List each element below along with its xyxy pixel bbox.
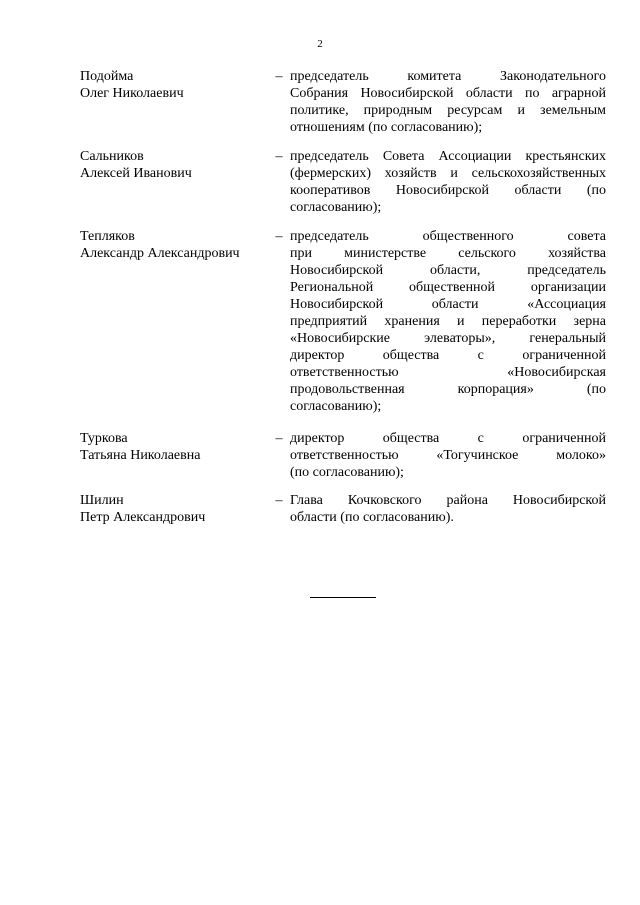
member-description-line: предприятий хранения и переработки зерна xyxy=(290,314,606,329)
member-given-names: Татьяна Николаевна xyxy=(80,448,201,463)
dash-separator: – xyxy=(275,69,283,84)
member-description-line: ответственностью «Новосибирская xyxy=(290,365,606,380)
member-description-line: Региональной общественной организации xyxy=(290,280,606,295)
dash-separator: – xyxy=(275,229,283,244)
member-surname: Туркова xyxy=(80,431,128,446)
member-description-line: директор общества с ограниченной xyxy=(290,431,606,446)
member-description-line: Новосибирской области «Ассоциация xyxy=(290,297,606,312)
member-description-line: кооперативов Новосибирской области (по xyxy=(290,183,606,198)
member-surname: Подойма xyxy=(80,69,134,84)
member-description-line: Глава Кочковского района Новосибирской xyxy=(290,493,606,508)
member-description-line: Новосибирской области, председатель xyxy=(290,263,606,278)
member-surname: Тепляков xyxy=(80,229,135,244)
member-description-line: согласованию); xyxy=(290,200,382,215)
member-description-line: (фермерских) хозяйств и сельскохозяйственных xyxy=(290,166,606,181)
member-description-line: области (по согласованию). xyxy=(290,510,454,525)
member-description-line: председатель общественного совета xyxy=(290,229,606,244)
member-description-line: ответственностью «Тогучинское молоко» xyxy=(290,448,606,463)
dash-separator: – xyxy=(275,493,283,508)
page-number: 2 xyxy=(317,38,323,50)
member-given-names: Олег Николаевич xyxy=(80,86,184,101)
end-rule xyxy=(310,597,376,598)
member-given-names: Александр Александрович xyxy=(80,246,240,261)
member-surname: Сальников xyxy=(80,149,144,164)
dash-separator: – xyxy=(275,149,283,164)
member-description-line: «Новосибирские элеваторы», генеральный xyxy=(290,331,606,346)
member-description-line: политике, природным ресурсам и земельным xyxy=(290,103,606,118)
member-surname: Шилин xyxy=(80,493,124,508)
member-description-line: продовольственная корпорация» (по xyxy=(290,382,606,397)
member-description-line: (по согласованию); xyxy=(290,465,404,480)
member-description-line: председатель комитета Законодательного xyxy=(290,69,606,84)
member-description-line: отношениям (по согласованию); xyxy=(290,120,483,135)
member-description-line: директор общества с ограниченной xyxy=(290,348,606,363)
dash-separator: – xyxy=(275,431,283,446)
member-given-names: Алексей Иванович xyxy=(80,166,192,181)
member-description-line: согласованию); xyxy=(290,399,382,414)
member-description-line: Собрания Новосибирской области по аграрной xyxy=(290,86,606,101)
member-description-line: председатель Совета Ассоциации крестьянских xyxy=(290,149,606,164)
member-description-line: при министерстве сельского хозяйства xyxy=(290,246,606,261)
member-given-names: Петр Александрович xyxy=(80,510,206,525)
